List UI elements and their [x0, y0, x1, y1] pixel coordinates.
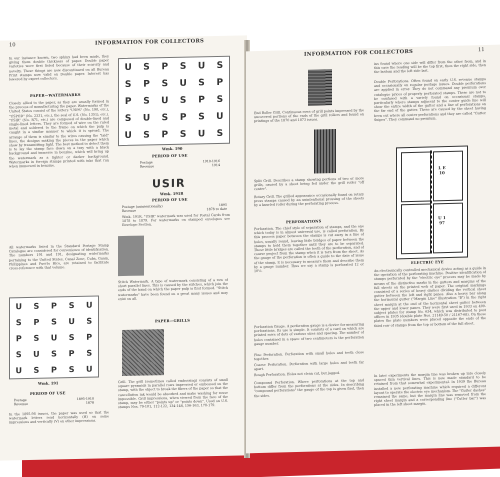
grill-paragraph: Grill. The grill (sometimes called embossing) consists of small square pyramids in parallel rows impressed or embossed on the stamp, with the object to break the fibers of the paper so that the cancellation ink would be absorbed and make washing for reuse impossible. Grill impressions, when viewed from the face of the stamp, may be either "points up" or "points down". Used on U.S. stamps Nos. 79-101, 112-122, 134-144, 156-163, 178-179. — [118, 377, 228, 410]
watermark-letter: S — [15, 317, 22, 327]
watermarks-heading: PAPER—WATERMARKS — [30, 92, 81, 98]
period-label: Postage — [14, 398, 27, 403]
period-table-191 — [14, 397, 94, 407]
double-perforation-paragraph: Double Perforations. Often found on early U.S. revenue stamps and occasionally on regular postage issues. Double perforations are applied in error. They do not command any premium over catalogue prices of properly perforated stamps. These are not to be confused with a variety found on occasional stamps, particularly where stamps adjacent to the center guide line will show the entire width of the gutter and a line of perforations on the far end of the gutter. These are caused by the sheet having been cut where all center perforations and they are called "Gutter Snipes". They command no premium. — [374, 77, 486, 122]
intro-paragraph: In our instance known, two sphinx had been made, they giving them double thickness of paper. Double paper varieties were first listed because of their scarcity and novelty. These things are now discontinued on all Bureau Print stamps now valid on Double paper. Interest has lowered by expert collectors. — [9, 54, 109, 82]
period-of-use-heading-191: PERIOD OF USE — [30, 391, 66, 396]
watermark-letter: S — [68, 332, 75, 342]
period-label: Postage — [140, 160, 153, 165]
period-of-use-heading-190: PERIOD OF USE — [152, 153, 188, 159]
watermark-letter: S — [51, 316, 57, 327]
split-grill-caption: Split Grill. Describes a stamp showing portions of two or more grills, caused by a sheet being fed under the grill roller "off center". — [254, 176, 364, 192]
pane-lower-right — [433, 203, 463, 254]
stitch-paragraph: Stitch Watermark. A type of watermark consisting of a row of short parallel lines. This is caused by the stitches, which join the ends of the band on which the paper pulp is first formed. "Stitch watermarks" have been found on a great many issues and may exist on all. — [118, 277, 228, 301]
watermark-190-illustration — [118, 56, 230, 146]
watermark-letter: S — [198, 78, 205, 89]
watermark-letter: U — [197, 129, 206, 140]
watermark-letter: U — [161, 96, 169, 107]
rough-perforation: Rough Perforation. Holes not clean cut, but jagged. — [254, 370, 341, 378]
watermark-letter: P — [124, 96, 132, 107]
watermark-letter: U — [50, 332, 58, 343]
period-table-usir — [122, 203, 227, 214]
watermark-191-illustration — [9, 296, 99, 380]
watermark-letter: P — [161, 61, 169, 72]
watermark-letter: S — [86, 316, 93, 326]
period-label: Revenue — [140, 164, 154, 169]
watermark-letter: S — [68, 300, 75, 310]
watermark-letter: P — [15, 333, 22, 343]
watermark-letter: S — [68, 364, 75, 374]
watermark-letter: U — [142, 113, 151, 124]
watermark-letter: U — [85, 364, 93, 374]
period-label: Revenue — [14, 402, 28, 407]
period-value: 1895-1910 — [76, 396, 94, 401]
watermark-letter: P — [161, 130, 169, 141]
electric-eye-heading: ELECTRIC EYE — [411, 260, 444, 266]
pane-upper-right — [433, 151, 463, 202]
right-page — [246, 45, 500, 454]
compound-perforation: Compound Perforation. Where perforations at the top and bottom differ from the perforations at the sides. In describing "compound perforations" the gauge of the top is given first, then the sides. — [254, 378, 364, 398]
watermark-letter: P — [33, 317, 40, 327]
watermark-letter: P — [198, 95, 205, 106]
watermark-letter: S — [15, 349, 22, 359]
watermark-letter: U — [197, 60, 206, 72]
watermark-letter: S — [143, 96, 150, 107]
stitch-watermark-image — [118, 236, 144, 277]
end-roller-caption: End Roller Grill. Continuous rows of grill points impressed by the uncovered portions of the ends of the grill rollers and found on printings of the 1870 and 1873 issues. — [254, 108, 364, 124]
electric-eye-paragraph: An electronically controlled mechanical device acting as a guide in the operation of the perforating machine. Positive identification of stamps perforated by the "electric eye" process may be made by means of the distinctive marks in the gutters and margins of the full sheets on the printed web of paper. The original markings consisted of a series of heavy dashes dividing the vertical sheet gutter between the left and right panes. Also a heavy bar along the horizontal gutter ("Margin Line" illustration "B") in the right sheet margin at the end of the horizontal sheet gutter between the upper and lower panes. They were first used in 1933 on 400-subject plates for stamp No. 634, which was distributed to post offices in 1935 (double plate Nos. 21149-50 / 21167-68). On these plates the plate numbers were placed opposite the ends of the third row of stamps from the top or bottom of the full sheet. — [374, 266, 486, 328]
period-of-use-heading-usir: PERIOD OF USE — [152, 197, 188, 203]
left-page — [0, 35, 247, 460]
grill-image — [122, 329, 164, 376]
watermark-letter: S — [33, 365, 40, 375]
period-value: 1914 — [211, 163, 220, 168]
period-table-190 — [140, 159, 220, 169]
watermarks-paragraph-2: All watermarks listed in the Standard Postage Stamp Catalogue are considered for convenience of identification. The numbers 191 and 191, designating watermarks pertaining to the United States, Canal Zone, Cuba, Guam, Philippines and Puerto Rico, are retained to facilitate cross-reference with that volume. — [9, 243, 109, 271]
watermark-letter: S — [216, 94, 224, 106]
bottom-paragraph: In the 1895-98 issues, the paper was used so that the watermark letters read horizontally (H) on some impressions and vertically (V) on other impressions. — [9, 410, 109, 425]
watermark-letter: P — [179, 112, 187, 124]
watermark-letter: S — [216, 60, 224, 71]
perforation-gauge-paragraph: Perforation Gauge. A perforation gauge is a device for measuring perforations. Its use is simple. It consists of a card on which are printed rows of dots of various sizes and spacing. The number of holes contained in a space of two centimeters is the perforation gauge number. — [254, 322, 364, 346]
coarse-perforation: Coarse Perforation. Perforation with large holes and teeth far apart. — [254, 360, 364, 372]
right-page-header: INFORMATION FOR COLLECTORS — [304, 48, 414, 58]
watermark-letter: S — [124, 114, 132, 125]
watermark-letter: P — [68, 348, 75, 358]
watermark-letter: S — [124, 79, 132, 90]
watermark-letter: U — [216, 112, 224, 123]
watermark-letter: S — [179, 130, 187, 141]
watermark-letter: P — [86, 332, 93, 342]
period-label: Revenue — [122, 208, 136, 214]
watermark-letter: U — [33, 349, 40, 359]
right-page-number: 11 — [478, 47, 485, 54]
usir-watermark-illustration: USIR — [152, 176, 186, 191]
watermark-letter: U — [179, 78, 187, 89]
split-grill-image — [314, 129, 336, 174]
watermark-letter: P — [51, 364, 57, 375]
electric-eye-diagram — [396, 146, 468, 260]
watermark-letter: S — [179, 95, 187, 106]
usir-caption: Wmk. 191R — [160, 191, 184, 197]
watermark-letter: S — [161, 113, 169, 124]
period-value: 1878 to date — [206, 207, 227, 212]
electric-eye-paragraph-2: In later experiments the margin line was broken up into closely spaced thin vertical lines. This is now made standard to be retained from that somewhat experimental. In 1939 the Bureau installed a new perforating machine which required a different layout to operate the electric eye mechanism. The "Gutter dashes" remained the same, but the margin line was removed from the right sheet margin and a corresponding line ("Cutter bar") was placed in the left sheet margin. — [374, 371, 486, 408]
watermark-letter: S — [198, 112, 205, 123]
watermark-letter: S — [143, 130, 150, 141]
gutter-dashes — [430, 149, 432, 253]
diagram-label-u: U 1 97 — [438, 215, 446, 226]
column-2-paragraph: ins found where one side will differ from the other from, and in this case the reading will be the top first, then the right side, then the bottom and the left side last. — [374, 59, 486, 75]
watermark-letter: U — [124, 62, 132, 73]
diagram-label-le: L E 10 — [438, 165, 446, 176]
watermark-letter: S — [33, 301, 40, 311]
watermark-letter: U — [68, 316, 75, 326]
watermark-letter: S — [86, 348, 93, 358]
fine-perforation: Fine Perforation. Perforation with small holes and teeth close together. — [254, 350, 364, 362]
pane-upper-left — [401, 151, 431, 202]
grills-heading: PAPER—GRILLS — [155, 318, 191, 324]
watermark-letter: U — [85, 300, 93, 310]
perforations-heading: PERFORATIONS — [286, 219, 322, 225]
watermarks-paragraph: Closely allied to the paper, as they are usually formed in the process of manufacturing the paper. Watermarks of the United States consist of the letters "USPS" (No. 190, etc.), "USPOD" (No. 2331, etc.), the seal of U.S. (No. 1351), etc.). "USIR" (No. R71, etc.) are composed of double-lined and single-lined letters. They are formed of wire on the ruled metal and soldered to the frame on which the pulp is caught in a similar manner to which it is spread. The arrange of them is similar to the wires causing the "laid" lines, the designs making the pieces in the paper which show by transmitting light. The best method to detect them is to lay the stamp face down on a tray with a black background and immerse in benzine, which will bring up the watermark as a lighter or darker background. Watermarks in foreign stamps printed with inks that run when immersed in benzine. — [9, 99, 109, 169]
end-roller-grill-image — [308, 69, 332, 106]
pane-lower-left — [401, 203, 431, 254]
watermark-letter: S — [216, 129, 224, 140]
watermark-letter: S — [51, 348, 57, 359]
rotary-grill-paragraph: Rotary Grill. The grilled appearance occasionally found on rotary press stamps caused by an unintentional pressing of the sheets by a knurled roller during the perforating process. — [254, 192, 364, 208]
perforation-paragraph: Perforation. The chief style of separation of stamps, and the one which today is in almost universal use, is called perforation. By this process paper between the stamps is cut away in a line of holes, usually round, leaving little bridges of paper between the stamps to hold them together until they are to be separated. These little bridges are called the teeth of the perforation, and of course project from the stamp when it is torn from the sheet. As the gauge of the perforation is often a guide to the date of issue of the stamp, it is necessary to measure them and describe them by a gauge number. Thus we say a stamp is perforated 12 or 10½. — [254, 224, 364, 274]
watermark-letter: S — [143, 62, 150, 73]
watermark-letter: P — [216, 77, 224, 88]
watermark-letter: P — [143, 79, 150, 90]
period-value: 1895 — [218, 202, 227, 208]
watermark-letter: S — [161, 78, 169, 89]
watermark-letter: U — [124, 131, 132, 142]
watermark-letter: U — [15, 301, 23, 311]
watermark-letter: S — [179, 61, 187, 72]
period-label: Postage (unintentionally) — [122, 204, 163, 210]
watermark-letter: S — [33, 333, 40, 343]
left-page-header: INFORMATION FOR COLLECTORS — [95, 38, 205, 47]
period-value: 1910-1916 — [202, 158, 220, 164]
left-page-number: 10 — [9, 42, 16, 49]
usir-paragraph: Wmk. 191R. "USIR" watermark was used for Postal Cards from 1878 to 1879. For watermarks on stamped envelopes see Envelope Section. — [122, 212, 230, 228]
watermark-letter: P — [51, 300, 57, 311]
watermark-191-caption: Wmk. 191 — [38, 381, 59, 386]
watermark-letter: U — [15, 365, 23, 375]
watermark-190-caption: Wmk. 190 — [162, 146, 183, 152]
period-value: 1878 — [85, 400, 94, 405]
